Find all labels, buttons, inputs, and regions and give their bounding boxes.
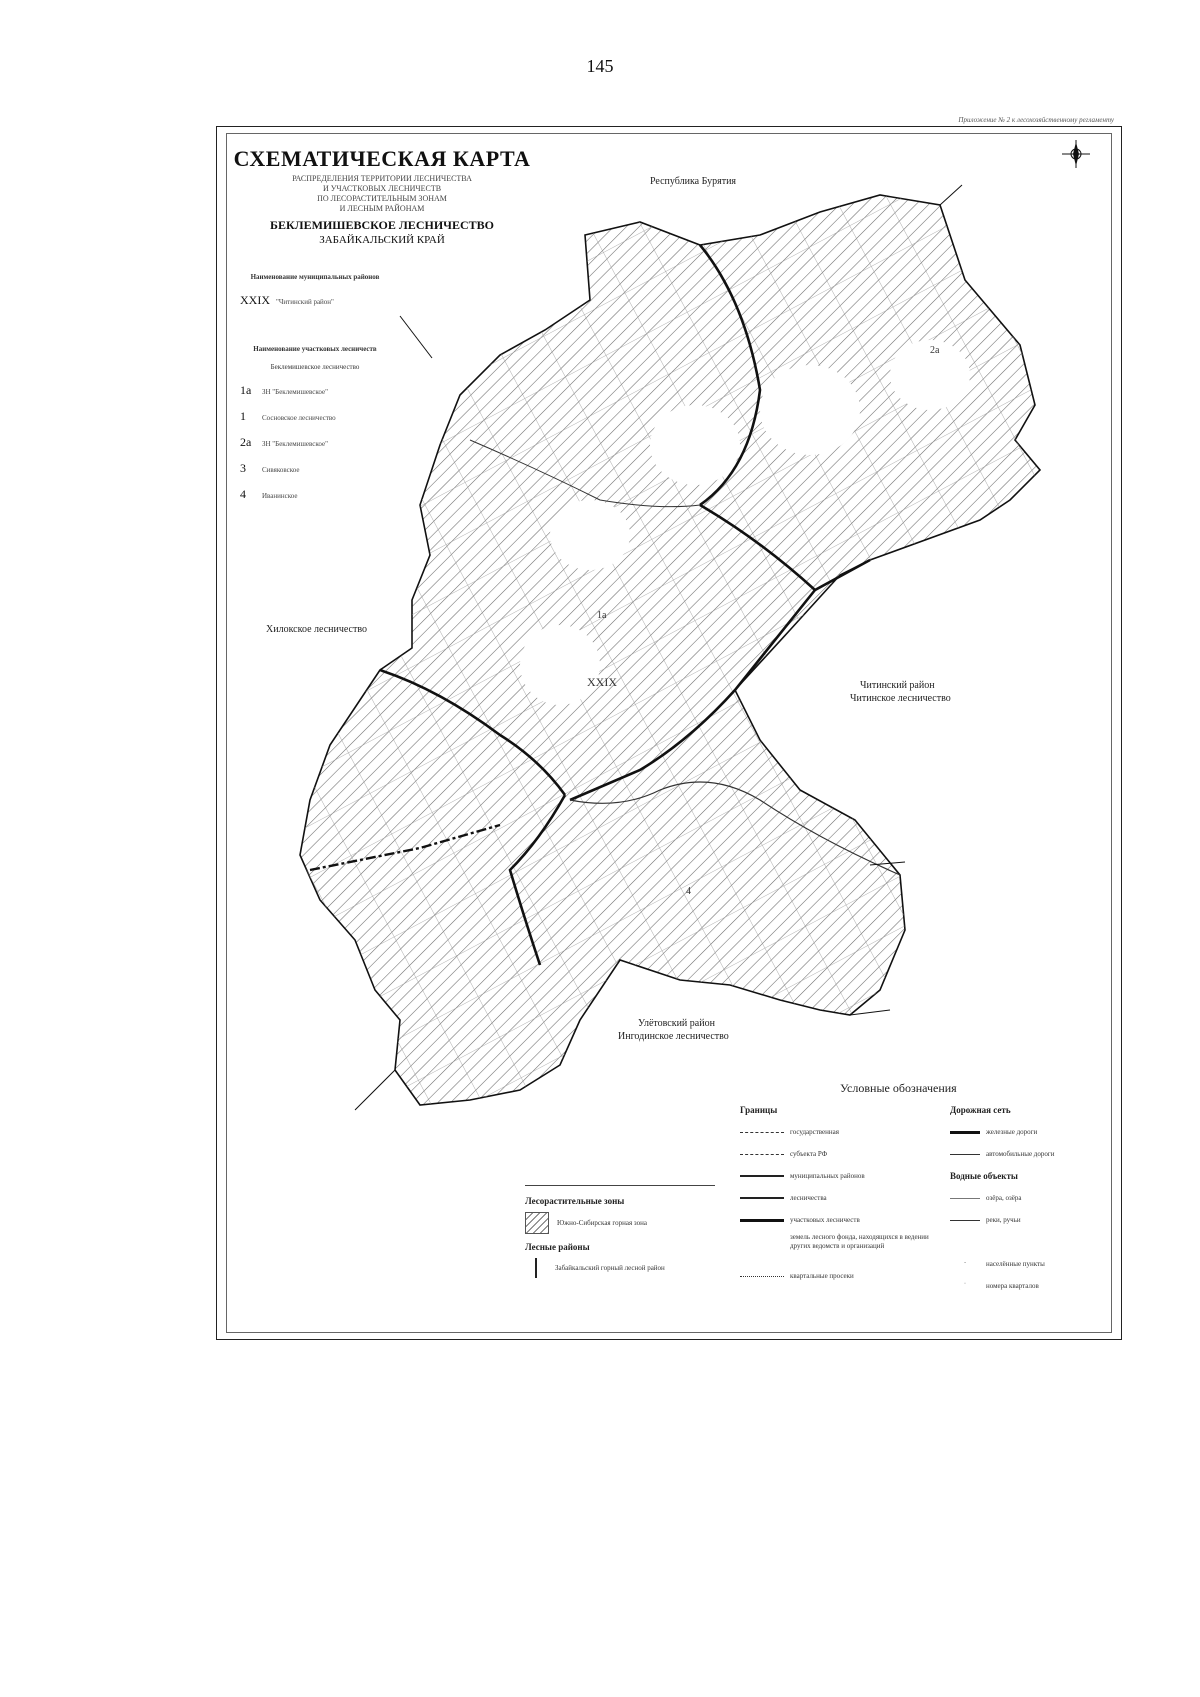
region-name: ЗАБАЙКАЛЬСКИЙ КРАЙ bbox=[319, 234, 445, 246]
legend-title: Условные обозначения bbox=[840, 1081, 957, 1095]
district-name: Иванинское bbox=[262, 492, 298, 500]
legend-boundaries bbox=[740, 1105, 940, 1287]
municipal-row bbox=[240, 293, 390, 308]
clearing bbox=[650, 405, 740, 485]
line-sample bbox=[740, 1175, 784, 1177]
district-code: 1а bbox=[240, 383, 252, 397]
forest-district-row bbox=[525, 1258, 715, 1278]
district-name: ЗН "Беклемишевское" bbox=[262, 440, 328, 448]
legend-item bbox=[950, 1187, 1110, 1209]
leader-line bbox=[355, 1070, 395, 1110]
district-code: 3 bbox=[240, 461, 246, 475]
legend-text: автомобильные дороги bbox=[986, 1150, 1055, 1158]
district-subheading: Беклемишевское лесничество bbox=[270, 363, 360, 371]
leader-line bbox=[940, 185, 962, 205]
legend-item bbox=[950, 1253, 1110, 1275]
district-name: ЗН "Беклемишевское" bbox=[262, 388, 328, 396]
forestry-name: БЕКЛЕМИШЕВСКОЕ ЛЕСНИЧЕСТВО bbox=[270, 218, 494, 232]
district-code: 2а bbox=[240, 435, 252, 449]
legend-item bbox=[950, 1143, 1110, 1165]
line-sample bbox=[740, 1132, 784, 1133]
point-sample: · bbox=[963, 1259, 967, 1267]
legend-item bbox=[740, 1143, 940, 1165]
line-sample bbox=[740, 1197, 784, 1199]
line-sample bbox=[950, 1198, 980, 1199]
district-row bbox=[240, 409, 390, 424]
water-heading: Водные объекты bbox=[950, 1171, 1018, 1181]
legend-item bbox=[740, 1265, 940, 1287]
label-west: Хилокское лесничество bbox=[266, 624, 368, 635]
legend-text: квартальные просеки bbox=[790, 1272, 854, 1280]
boundaries-heading: Границы bbox=[740, 1105, 778, 1115]
zone-label-4: 4 bbox=[686, 886, 691, 897]
label-east-2: Читинское лесничество bbox=[850, 693, 951, 704]
quarter-grid bbox=[300, 195, 1040, 1105]
page-number: 145 bbox=[586, 56, 614, 76]
label-south-2: Ингодинское лесничество bbox=[618, 1031, 729, 1042]
divider bbox=[525, 1185, 715, 1186]
label-north: Республика Бурятия bbox=[650, 176, 737, 187]
district-name: Сивяковское bbox=[262, 466, 300, 474]
legend-text: государственная bbox=[790, 1128, 839, 1136]
clearing bbox=[760, 365, 860, 455]
municipal-name: "Читинский район" bbox=[276, 298, 334, 306]
legend-item bbox=[740, 1165, 940, 1187]
roads-heading: Дорожная сеть bbox=[950, 1105, 1011, 1115]
legend-text: муниципальных районов bbox=[790, 1172, 865, 1180]
hatch-swatch bbox=[525, 1212, 549, 1234]
district-heading: Наименование участковых лесничеств bbox=[253, 345, 377, 353]
municipal-heading: Наименование муниципальных районов bbox=[250, 273, 380, 281]
legend-item bbox=[950, 1121, 1110, 1143]
district-row bbox=[240, 435, 390, 450]
district-row bbox=[240, 461, 390, 476]
zone-label-2a: 2а bbox=[930, 345, 940, 356]
legend-item bbox=[950, 1209, 1110, 1231]
map-title: СХЕМАТИЧЕСКАЯ КАРТА bbox=[233, 146, 531, 171]
map-subtitle: РАСПРЕДЕЛЕНИЯ ТЕРРИТОРИИ ЛЕСНИЧЕСТВА И УЧАСТКОВЫХ ЛЕСНИЧЕСТВ ПО ЛЕСОРАСТИТЕЛЬНЫМ ЗОНАМ И ЛЕСНЫМ РАЙОНАМ bbox=[292, 174, 472, 213]
legend-text: железные дороги bbox=[986, 1128, 1038, 1136]
zone-name: Южно-Сибирская горная зона bbox=[557, 1219, 647, 1227]
appendix-note: Приложение № 2 к лесохозяйственному регламенту bbox=[958, 116, 1114, 124]
municipal-code: XXIX bbox=[240, 293, 270, 307]
legend-item bbox=[740, 1187, 940, 1209]
legend-text: озёра, озёра bbox=[986, 1194, 1022, 1202]
line-sample bbox=[740, 1276, 784, 1277]
legend-item bbox=[950, 1275, 1110, 1297]
other-lands-note: земель лесного фонда, находящихся в ведении других ведомств и организаций bbox=[790, 1233, 929, 1250]
line-sample bbox=[950, 1131, 980, 1134]
district-name: Сосновское лесничество bbox=[262, 414, 336, 422]
legend-text: лесничества bbox=[790, 1194, 827, 1202]
zone-label-1a: 1а bbox=[597, 610, 607, 621]
line-sample bbox=[740, 1219, 784, 1222]
title-block bbox=[232, 146, 532, 246]
leader-line bbox=[400, 316, 432, 358]
district-code: 1 bbox=[240, 409, 246, 423]
zones-legend bbox=[525, 1185, 715, 1286]
line-sample bbox=[950, 1220, 980, 1221]
forest-district-name: Забайкальский горный лесной район bbox=[555, 1264, 665, 1272]
forest-districts-heading: Лесные районы bbox=[525, 1242, 590, 1252]
legend-text: реки, ручьи bbox=[986, 1216, 1021, 1224]
legend-item bbox=[740, 1121, 940, 1143]
legend-text: населённые пункты bbox=[986, 1260, 1045, 1268]
clearing bbox=[550, 500, 630, 570]
legend-roads bbox=[950, 1105, 1110, 1297]
legend-text: субъекта РФ bbox=[790, 1150, 828, 1158]
legend-text: номера кварталов bbox=[986, 1282, 1039, 1290]
label-east-1: Читинский район bbox=[860, 680, 935, 691]
side-legend bbox=[240, 272, 390, 502]
zones-heading: Лесорастительные зоны bbox=[525, 1196, 625, 1206]
compass-rose-icon bbox=[1062, 140, 1090, 168]
zone-row bbox=[525, 1212, 715, 1234]
district-row bbox=[240, 487, 390, 502]
district-row bbox=[240, 383, 390, 398]
zone-label-xxix: XXIX bbox=[587, 675, 617, 689]
point-sample: · bbox=[964, 1281, 966, 1287]
line-sample bbox=[740, 1154, 784, 1155]
district-bar-sample bbox=[535, 1258, 537, 1278]
line-sample bbox=[950, 1154, 980, 1155]
district-code: 4 bbox=[240, 487, 246, 501]
clearing bbox=[520, 625, 600, 705]
legend-text: участковых лесничеств bbox=[790, 1216, 860, 1224]
label-south-1: Улётовский район bbox=[638, 1018, 715, 1029]
legend-item bbox=[740, 1209, 940, 1231]
